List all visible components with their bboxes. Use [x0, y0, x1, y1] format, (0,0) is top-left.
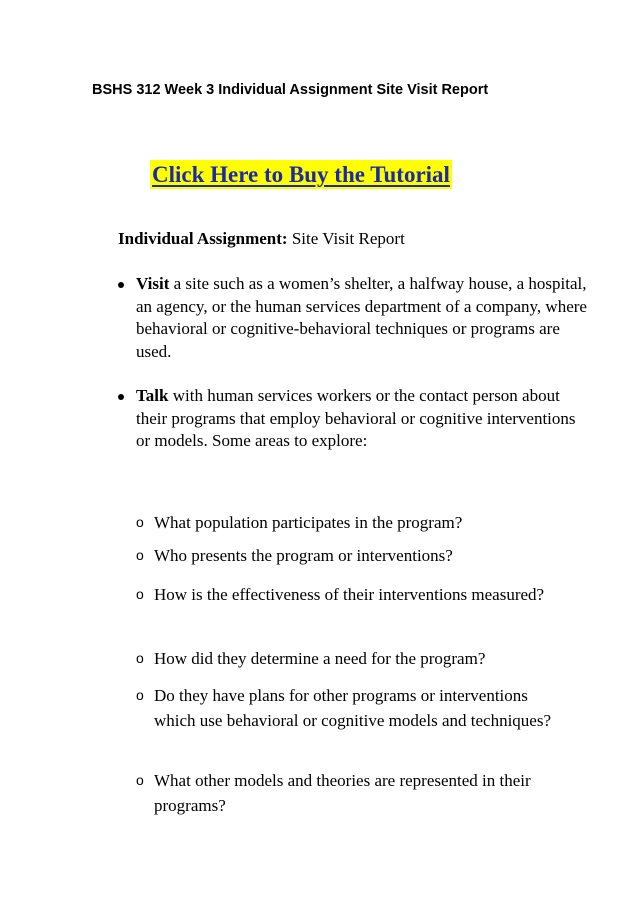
- circle-bullet-icon: o: [136, 772, 144, 788]
- question-text: Who presents the program or interventions?: [154, 546, 453, 565]
- circle-bullet-icon: o: [136, 650, 144, 666]
- question-item: [136, 683, 566, 733]
- bullet-talk: [118, 385, 588, 453]
- question-item: [136, 768, 566, 818]
- assignment-heading: [118, 228, 405, 250]
- page-title: BSHS 312 Week 3 Individual Assignment Site Visit Report: [92, 82, 489, 98]
- question-text: How is the effectiveness of their interventions measured?: [154, 585, 545, 604]
- bullet-visit: [118, 273, 588, 364]
- circle-bullet-icon: o: [136, 514, 144, 530]
- question-text: What population participates in the program?: [154, 513, 463, 532]
- bullet-lead: Talk: [136, 386, 169, 405]
- question-item: [136, 510, 566, 535]
- question-text: Do they have plans for other programs or interventions which use behavioral or cognitive models and techniques?: [154, 686, 552, 730]
- bullet-text: [136, 273, 588, 364]
- question-text: How did they determine a need for the program?: [154, 649, 486, 668]
- circle-bullet-icon: o: [136, 547, 144, 563]
- buy-tutorial-link[interactable]: Click Here to Buy the Tutorial: [152, 162, 450, 187]
- bullet-body: with human services workers or the contact person about their programs that employ behavioral or cognitive interventions or models. Some areas to explore:: [136, 386, 576, 451]
- question-item: [136, 543, 566, 568]
- bullet-dot-icon: [118, 394, 124, 400]
- question-item: [136, 582, 566, 607]
- circle-bullet-icon: o: [136, 687, 144, 703]
- bullet-lead: Visit: [136, 274, 170, 293]
- question-item: [136, 646, 566, 671]
- assignment-heading-value: Site Visit Report: [291, 229, 405, 248]
- bullet-body: a site such as a women’s shelter, a halfway house, a hospital, an agency, or the human services department of a company, where behavioral or cognitive-behavioral techniques or programs are used.: [136, 274, 587, 362]
- bullet-dot-icon: [118, 282, 124, 288]
- bullet-text: [136, 385, 588, 453]
- circle-bullet-icon: o: [136, 586, 144, 602]
- assignment-heading-label: Individual Assignment:: [118, 229, 288, 248]
- question-text: What other models and theories are represented in their programs?: [154, 771, 531, 815]
